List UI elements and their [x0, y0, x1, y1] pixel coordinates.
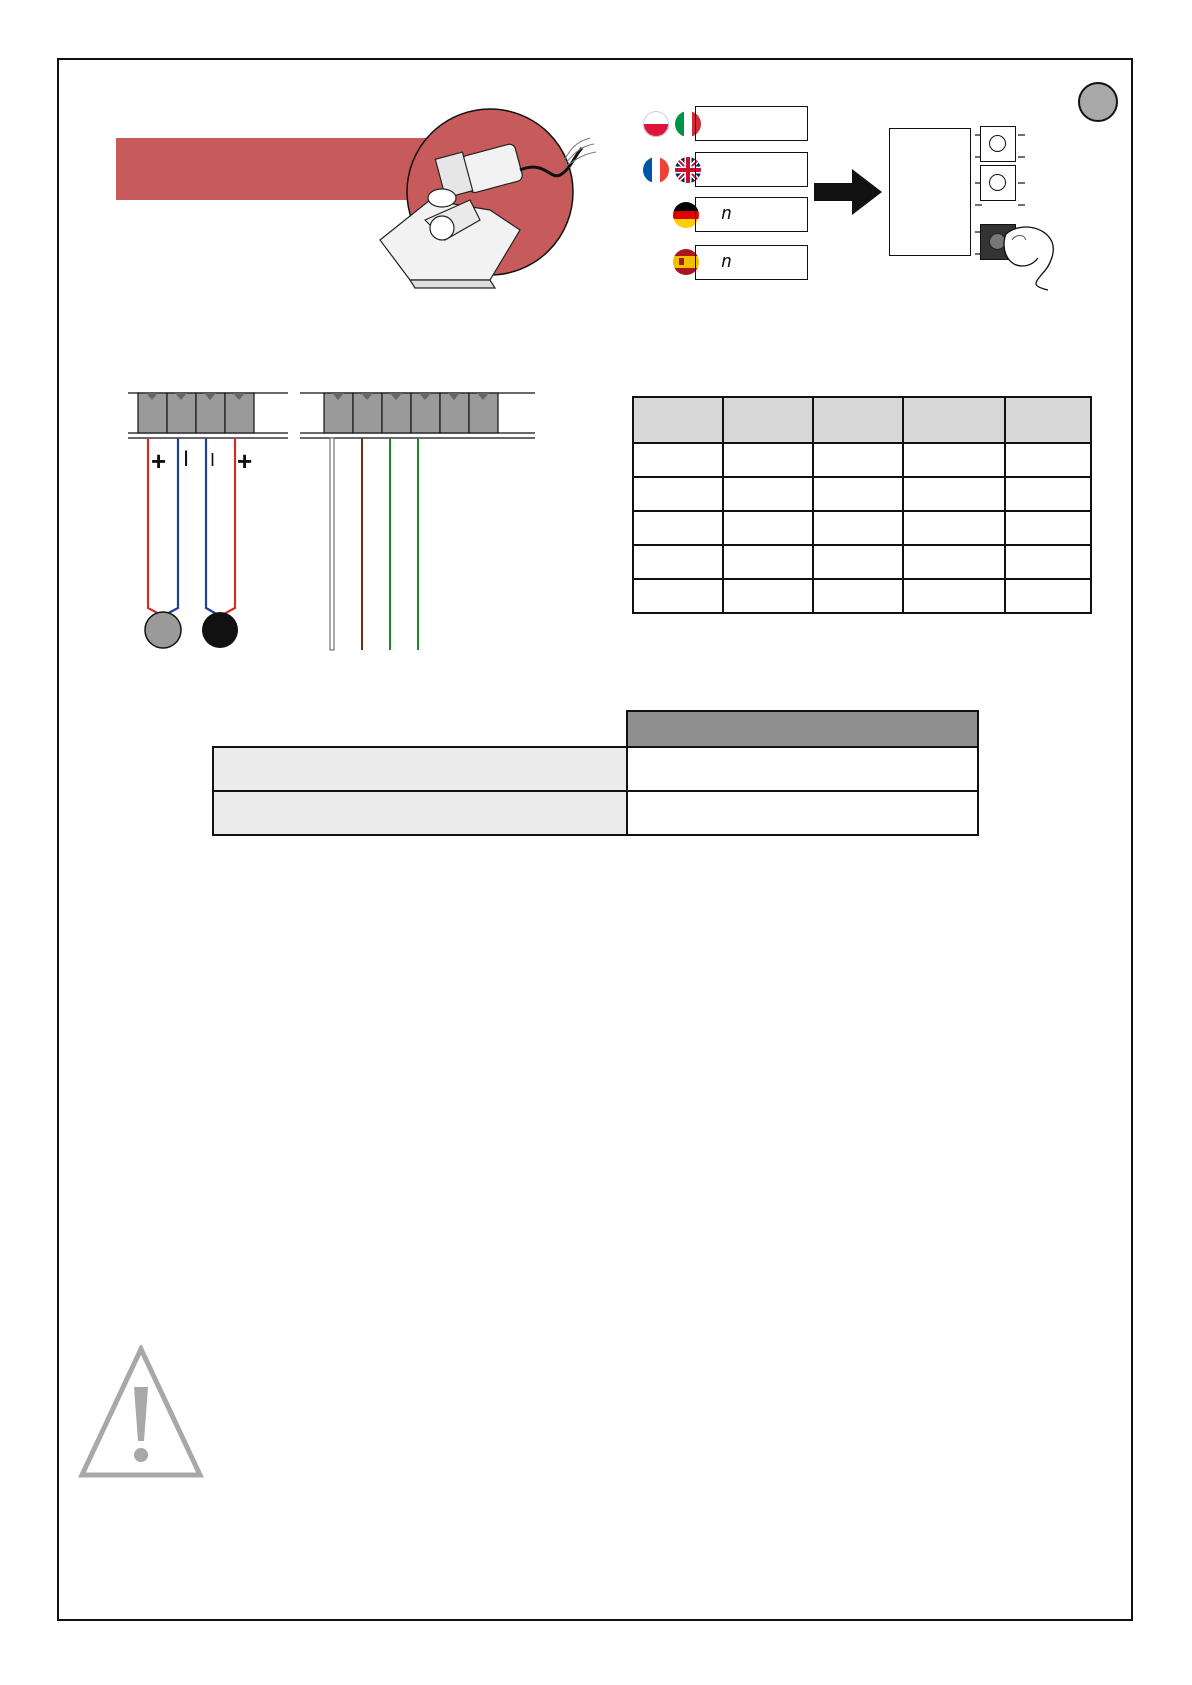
polarity-label: +: [237, 446, 253, 476]
display-box-4: n: [695, 245, 808, 280]
table-row: [633, 545, 1091, 579]
table-row: [213, 791, 978, 835]
polarity-label: +: [151, 446, 167, 476]
polarity-label: I: [210, 450, 216, 470]
poland-flag-icon: [643, 111, 669, 137]
table-row: [633, 579, 1091, 613]
gate-motor-illustration: [370, 100, 600, 300]
button-dot-icon: [989, 135, 1006, 152]
warning-triangle-icon: [78, 1345, 204, 1480]
table-row: [633, 477, 1091, 511]
table-row: [633, 443, 1091, 477]
table-header-row: [633, 397, 1091, 443]
polarity-label: I: [183, 446, 190, 471]
up-button[interactable]: [980, 126, 1016, 162]
display-box-3: n: [695, 197, 808, 232]
down-button[interactable]: [980, 165, 1016, 201]
display-box-2: [695, 152, 808, 187]
france-flag-icon: [643, 157, 669, 183]
table-row: [633, 511, 1091, 545]
button-dot-icon: [989, 174, 1006, 191]
display-box-1: [695, 106, 808, 141]
limit-switch-wiring: [128, 388, 298, 658]
table-row: [213, 747, 978, 791]
finger-press-icon: [1000, 222, 1060, 292]
step-number-circle: [1078, 82, 1118, 122]
control-board: [889, 128, 971, 256]
settings-table: [632, 396, 1092, 614]
parameter-table: [212, 710, 979, 836]
table-header-row: [213, 711, 978, 747]
right-arrow-icon: [814, 169, 882, 215]
motor-wiring: [300, 388, 540, 653]
